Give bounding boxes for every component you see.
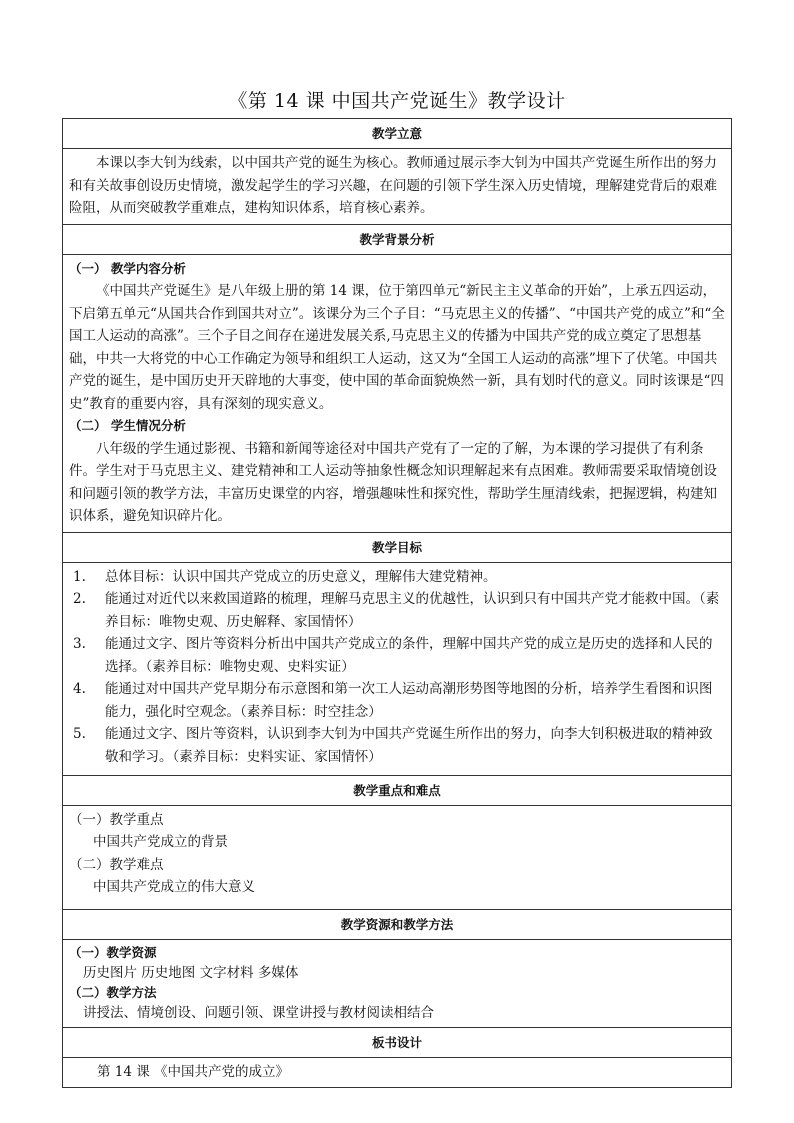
section-header-background: 教学背景分析	[63, 224, 732, 254]
intent-cell	[63, 149, 732, 225]
goal-number: 4.	[73, 681, 86, 697]
goal-item	[69, 588, 725, 633]
goal-item	[69, 723, 725, 768]
goal-text: 能通过对中国共产党早期分布示意图和第一次工人运动高潮形势图等地图的分析，培养学生看图和识图能力，强化时空观念。（素养目标：时空挂念）	[105, 681, 713, 720]
lesson-plan-table	[62, 118, 732, 1088]
student-analysis-text: 八年级的学生通过影视、书籍和新闻等途径对中国共产党有了一定的了解，为本课的学习提供了有利条件。学生对于马克思主义、建党精神和工人运动等抽象性概念知识理解起来有点困难。教师需要采取情境创设和问题引领的教学方法，丰富历史课堂的内容，增强趣味性和探究性，帮助学生厘清线索，把握逻辑，构建知识体系，避免知识碎片化。	[69, 440, 717, 524]
goal-text: 能通过文字、图片等资料分析出中国共产党成立的条件，理解中国共产党的成立是历史的选择和人民的选择。（素养目标：唯物史观、史料实证）	[105, 636, 713, 675]
keypoints-cell	[63, 805, 732, 909]
goal-text: 总体目标：认识中国共产党成立的历史意义，理解伟大建党精神。	[105, 568, 497, 585]
section-header-intent: 教学立意	[63, 119, 732, 149]
methods-text: 讲授法、情境创设、问题引领、课堂讲授与教材阅读相结合	[83, 1004, 434, 1021]
goal-number: 3.	[73, 636, 86, 652]
methods-title: （二）教学方法	[69, 984, 157, 1000]
content-analysis-title: （一） 教学内容分析	[69, 260, 186, 276]
difficulty-text: 中国共产党成立的伟大意义	[93, 879, 255, 895]
content-analysis-text: 《中国共产党诞生》是八年级上册的第 14 课，位于第四单元“新民主主义革命的开始”，上承五四运动，下启第五单元“从国共合作到国共对立”。该课分为三个子目：“马克思主义的传播”、“中国共产党的成立”和“全国工人运动的高涨”。三个子目之间存在递进发展关系,马克思主义的传播为中国共产党的成立奠定了思想基础，中共一大将党的中心工作确定为领导和组织工人运动，这又为“全国工人运动的高涨”埋下了伏笔。中国共产党的诞生，是中国历史开天辟地的大事变，使中国的革命面貌焕然一新，具有划时代的意义。同时该课是“四史”教育的重要内容，具有深刻的现实意义。	[69, 283, 725, 412]
section-header-keypoints: 教学重点和难点	[63, 775, 732, 805]
goal-item	[69, 566, 725, 589]
goal-text: 能通过对近代以来救国道路的梳理，理解马克思主义的优越性，认识到只有中国共产党才能救中国。（素养目标：唯物史观、历史解释、家国情怀）	[105, 591, 720, 630]
resources-title: （一）教学资源	[69, 944, 157, 960]
goal-number: 5.	[73, 726, 86, 742]
background-cell	[63, 254, 732, 532]
goal-number: 2.	[73, 591, 86, 607]
resources-cell	[63, 939, 732, 1027]
goal-number: 1.	[73, 568, 86, 585]
goal-text: 能通过文字、图片等资料，认识到李大钊为中国共产党诞生所作出的努力，向李大钊积极进取的精神致敬和学习。（素养目标：史料实证、家国情怀）	[105, 726, 713, 765]
board-text: 第 14 课 《中国共产党的成立》	[97, 1063, 290, 1080]
difficulty-title: （二）教学难点	[69, 856, 164, 873]
board-cell	[63, 1057, 732, 1088]
goals-cell	[63, 562, 732, 775]
document-title: 《第 14 课 中国共产党诞生》教学设计	[228, 90, 566, 112]
goal-item	[69, 678, 725, 723]
section-header-board: 板书设计	[63, 1027, 732, 1057]
resources-text: 历史图片 历史地图 文字材料 多媒体	[83, 964, 299, 981]
student-analysis-title: （二） 学生情况分析	[69, 418, 186, 433]
focus-text: 中国共产党成立的背景	[93, 834, 228, 850]
goal-item	[69, 633, 725, 678]
focus-title: （一）教学重点	[69, 811, 164, 828]
section-header-goals: 教学目标	[63, 532, 732, 562]
intent-text: 本课以李大钊为线索，以中国共产党的诞生为核心。教师通过展示李大钊为中国共产党诞生所作出的努力和有关故事创设历史情境，激发起学生的学习兴趣，在问题的引领下学生深入历史情境，理解建党背后的艰难险阻，从而突破教学重难点，建构知识体系，培育核心素养。	[69, 155, 717, 216]
section-header-resources: 教学资源和教学方法	[63, 909, 732, 939]
